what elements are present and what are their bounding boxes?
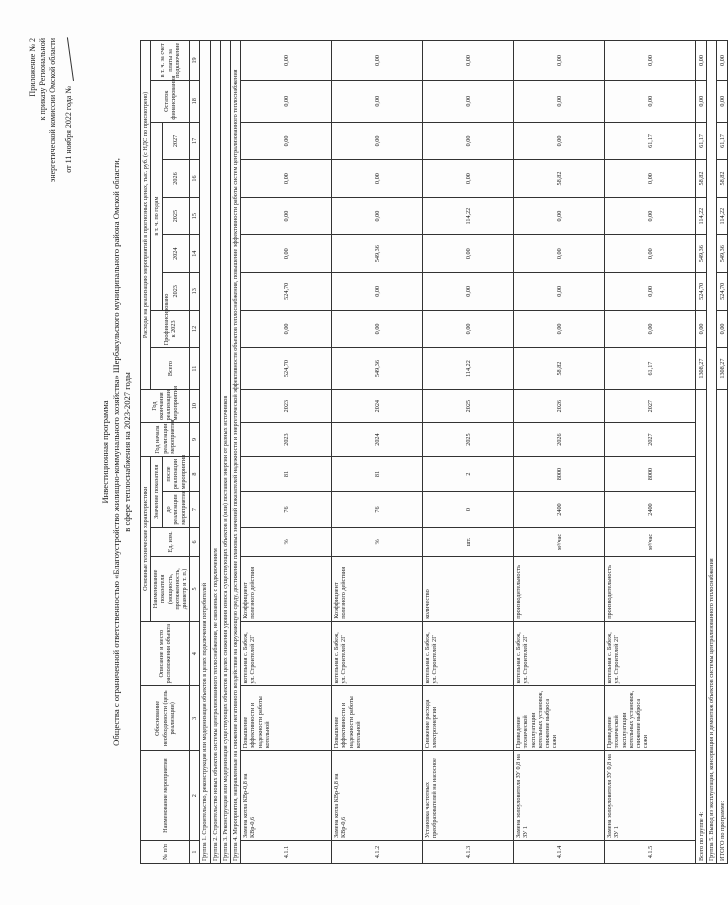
cell-borrowed: 0,00 — [332, 41, 423, 81]
cell-y2023: 0,00 — [332, 273, 423, 311]
header-values-group: Значение показателя — [151, 456, 162, 527]
total-cell: 58,82 — [696, 160, 707, 198]
cell-unit: м³/час — [514, 527, 605, 556]
cell-name: Замена котла КВр-0,8 на КВр-0,6 — [332, 751, 423, 841]
cell-before: 0 — [423, 492, 514, 528]
title-line: Инвестиционная программа — [100, 400, 110, 504]
cell-no: 4.1.3 — [423, 841, 514, 864]
cell-y2027: 0,00 — [241, 122, 332, 160]
group-2-label: Группа 2. Строительство новых объектов системы централизованного теплоснабжения, не связанных с подключением — [210, 41, 220, 864]
cell-y2025: 114,22 — [423, 197, 514, 235]
header-location: Описание и место расположения объекта — [141, 621, 190, 686]
cell-after-period: 0,00 — [514, 80, 605, 122]
cell-y2024: 0,00 — [423, 235, 514, 273]
column-number: 17 — [190, 122, 200, 160]
table-row — [423, 41, 514, 864]
cell-y2026: 58,82 — [514, 160, 605, 198]
header-y2024: 2024 — [162, 235, 190, 273]
column-number: 14 — [190, 235, 200, 273]
column-number: 18 — [190, 80, 200, 122]
cell-y2026: 0,00 — [241, 160, 332, 198]
cell-spent: 0,00 — [605, 310, 696, 348]
cell-borrowed: 0,00 — [514, 41, 605, 81]
group-row — [707, 41, 717, 864]
header-year-start: Год начала реализации мероприятия — [141, 423, 190, 456]
cell-name: Замена котла КВр-0,8 на КВр-0,6 — [241, 751, 332, 841]
column-number: 10 — [190, 389, 200, 422]
column-number: 4 — [190, 621, 200, 686]
group-row — [220, 41, 230, 864]
table-row — [514, 41, 605, 864]
header-after: после реализации мероприятия — [162, 456, 190, 492]
cell-before: 2400 — [514, 492, 605, 528]
cell-unit: м³/час — [605, 527, 696, 556]
header-need: Обоснование необходимости (цель реализации) — [141, 686, 190, 751]
total-cell: 524,70 — [696, 273, 707, 311]
cell-y2026: 0,00 — [605, 160, 696, 198]
cell-after-period: 0,00 — [241, 80, 332, 122]
total-cell: 0,00 — [717, 41, 728, 81]
table-row — [605, 41, 696, 864]
cell-y2024: 0,00 — [241, 235, 332, 273]
cell-after-period: 0,00 — [332, 80, 423, 122]
header-no: № п/п — [141, 841, 190, 864]
header-tech-group: Основные технические характеристики — [141, 456, 151, 621]
cell-total: 549,36 — [332, 348, 423, 390]
total-cell: 61,17 — [696, 122, 707, 160]
cell-before: 76 — [241, 492, 332, 528]
header-by-years: в т. ч. по годам — [151, 122, 162, 310]
program-total-row — [717, 41, 728, 864]
cell-borrowed: 0,00 — [241, 41, 332, 81]
group-row — [210, 41, 220, 864]
cell-after-period: 0,00 — [423, 80, 514, 122]
cell-year-start: 2025 — [423, 423, 514, 456]
cell-before: 76 — [332, 492, 423, 528]
cell-total: 524,70 — [241, 348, 332, 390]
column-number: 15 — [190, 197, 200, 235]
cell-location: котельная с. Бабеж, ул. Строителей 2Г — [605, 621, 696, 686]
total-cell: 524,70 — [717, 273, 728, 311]
cell-indicator: производительность — [605, 557, 696, 622]
cell-total: 61,17 — [605, 348, 696, 390]
cell-y2025: 0,00 — [241, 197, 332, 235]
cell-y2026: 0,00 — [423, 160, 514, 198]
cell-need: Снижение расхода электроэнергии — [423, 686, 514, 751]
header-row — [141, 41, 151, 864]
rows-body — [241, 41, 696, 864]
total-cell: 114,22 — [696, 197, 707, 235]
approval-line: Приложение № 2 — [28, 38, 37, 97]
cell-no: 4.1.1 — [241, 841, 332, 864]
cell-year-end: 2024 — [332, 389, 423, 422]
cell-spent: 0,00 — [423, 310, 514, 348]
total-cell: 549,36 — [717, 235, 728, 273]
cell-need: Приведение технической эксплуатации котельных установок, снижение выброса сажи — [514, 686, 605, 751]
column-number: 11 — [190, 348, 200, 390]
cell-before: 2400 — [605, 492, 696, 528]
cell-no: 4.1.4 — [514, 841, 605, 864]
cell-location: котельная с. Бабеж, ул. Строителей 2Г — [241, 621, 332, 686]
group4-total-label: Всего по группе 4: — [696, 389, 707, 863]
cell-indicator: Коэффициент полезного действия — [332, 557, 423, 622]
cell-y2023: 524,70 — [241, 273, 332, 311]
header-after-period: Остаток финансирования — [151, 80, 190, 122]
total-cell: 1308,27 — [717, 348, 728, 390]
header-year-end: Год окончания реализации мероприятия — [141, 389, 190, 422]
header-spent: Профинансировано к 2023 — [151, 310, 190, 348]
cell-y2024: 549,36 — [332, 235, 423, 273]
cell-no: 4.1.5 — [605, 841, 696, 864]
approval-line: энергетической комиссии Омской области — [48, 38, 57, 183]
cell-y2023: 0,00 — [423, 273, 514, 311]
cell-spent: 0,00 — [241, 310, 332, 348]
total-cell: 61,17 — [717, 122, 728, 160]
cell-after: 2 — [423, 456, 514, 492]
column-number: 5 — [190, 557, 200, 622]
total-cell: 549,36 — [696, 235, 707, 273]
cell-y2024: 0,00 — [514, 235, 605, 273]
cell-indicator: Коэффициент полезного действия — [241, 557, 332, 622]
group-row — [231, 41, 241, 864]
column-number: 19 — [190, 41, 200, 81]
cell-y2027: 0,00 — [514, 122, 605, 160]
cell-need: Повышение эффективности и надежности работы котельной — [241, 686, 332, 751]
cell-indicator: количество — [423, 557, 514, 622]
column-numbers-row — [190, 41, 200, 864]
cell-total: 114,22 — [423, 348, 514, 390]
total-cell: 0,00 — [696, 80, 707, 122]
header-y2027: 2027 — [162, 122, 190, 160]
rotated-sheet — [20, 32, 726, 872]
cell-unit: % — [332, 527, 423, 556]
cell-no: 4.1.2 — [332, 841, 423, 864]
table-row — [241, 41, 332, 864]
cell-y2026: 0,00 — [332, 160, 423, 198]
total-cell: 0,00 — [696, 41, 707, 81]
header-indicator: Наименование показателя (мощность, протяженность, диаметр и т. п.) — [151, 557, 190, 622]
cell-year-start: 2023 — [241, 423, 332, 456]
document-title — [100, 92, 133, 812]
cell-year-start: 2024 — [332, 423, 423, 456]
cell-total: 58,82 — [514, 348, 605, 390]
column-number: 8 — [190, 456, 200, 492]
column-number: 7 — [190, 492, 200, 528]
cell-unit: шт. — [423, 527, 514, 556]
group-5-label: Группа 5. Вывод из эксплуатации, консервация и демонтаж объектов системы централизованного теплоснабжения — [707, 41, 717, 864]
cell-y2027: 0,00 — [332, 122, 423, 160]
cell-y2027: 61,17 — [605, 122, 696, 160]
cell-year-start: 2027 — [605, 423, 696, 456]
cell-after: 81 — [332, 456, 423, 492]
column-number: 9 — [190, 423, 200, 456]
total-cell: 0,00 — [717, 310, 728, 348]
cell-after: 8000 — [605, 456, 696, 492]
signature — [55, 37, 74, 82]
group-row — [200, 41, 210, 864]
cell-location: котельная с. Бабеж, ул. Строителей 2Г — [423, 621, 514, 686]
group-3-label: Группа 3. Реконструкция или модернизация существующих объектов в целях снижения уровня износа существующих объектов и (или) поставки энергии от разных источников — [220, 41, 230, 864]
title-line: Общества с ограниченной ответственностью «Благоустройство жилищно-коммунального хозяйства» Шербакульского муниципального района Омской области, — [111, 158, 121, 746]
cell-y2027: 0,00 — [423, 122, 514, 160]
cell-name: Замена золоуловителя ЗУ 0,8 на ЗУ 1 — [605, 751, 696, 841]
cell-y2025: 0,00 — [332, 197, 423, 235]
total-cell: 114,22 — [717, 197, 728, 235]
column-number: 6 — [190, 527, 200, 556]
header-total: Всего — [151, 348, 190, 390]
cell-year-end: 2025 — [423, 389, 514, 422]
cell-year-start: 2026 — [514, 423, 605, 456]
header-y2026: 2026 — [162, 160, 190, 198]
column-number: 1 — [190, 841, 200, 864]
header-cost-group: Расходы на реализацию мероприятий в прогнозных ценах, тыс. руб. (с НДС по присмотрено) — [141, 41, 151, 390]
cell-location: котельная с. Бабеж, ул. Строителей 2Г — [332, 621, 423, 686]
cell-borrowed: 0,00 — [605, 41, 696, 81]
column-number: 2 — [190, 751, 200, 841]
cell-need: Повышение эффективности и надежности работы котельной — [332, 686, 423, 751]
cell-year-end: 2023 — [241, 389, 332, 422]
column-number: 12 — [190, 310, 200, 348]
header-y2023: 2023 — [162, 273, 190, 311]
cell-borrowed: 0,00 — [423, 41, 514, 81]
column-number: 3 — [190, 686, 200, 751]
cell-name: Замена золоуловителя ЗУ 0,8 на ЗУ 1 — [514, 751, 605, 841]
approval-line: к приказу Региональной — [38, 38, 47, 121]
cell-year-end: 2026 — [514, 389, 605, 422]
header-y2025: 2025 — [162, 197, 190, 235]
cell-after: 8000 — [514, 456, 605, 492]
group4-total-row — [696, 41, 707, 864]
cell-year-end: 2027 — [605, 389, 696, 422]
total-cell: 0,00 — [696, 310, 707, 348]
cell-unit: % — [241, 527, 332, 556]
header-before: до реализации мероприятия — [162, 492, 190, 528]
total-cell: 58,82 — [717, 160, 728, 198]
cell-y2023: 0,00 — [605, 273, 696, 311]
table-row — [332, 41, 423, 864]
total-cell: 0,00 — [717, 80, 728, 122]
header-name: Наименование мероприятия — [141, 751, 190, 841]
total-cell: 1308,27 — [696, 348, 707, 390]
approval-stamp — [28, 38, 74, 268]
header-borrowed: в т. ч. за счет платы за подключение — [151, 41, 190, 81]
cell-y2023: 0,00 — [514, 273, 605, 311]
cell-after-period: 0,00 — [605, 80, 696, 122]
cell-spent: 0,00 — [514, 310, 605, 348]
column-number: 16 — [190, 160, 200, 198]
cell-spent: 0,00 — [332, 310, 423, 348]
approval-line: от 11 ноября 2022 года № — [58, 38, 74, 268]
column-number: 13 — [190, 273, 200, 311]
cell-y2025: 0,00 — [605, 197, 696, 235]
cell-need: Приведение технической эксплуатации котельных установок, снижение выброса сажи — [605, 686, 696, 751]
investment-table — [140, 40, 728, 864]
cell-name: Установка частотных преобразователей на насосное — [423, 751, 514, 841]
group-1-label: Группа 1. Строительство, реконструкция или модернизация объектов в целях подключения потребителей — [200, 41, 210, 864]
title-line: в сфере теплоснабжения на 2023-2027 годы — [122, 372, 132, 532]
cell-location: котельная с. Бабеж, ул. Строителей 2Г — [514, 621, 605, 686]
group-4-label: Группа 4. Мероприятия, направленные на снижение негативного воздействия на окружающую среду, достижение плановых значений показателей надежности и энергетической эффективности объектов теплоснабжения, повышение эффективности работы систем централизованного теплоснабжения — [231, 41, 241, 864]
cell-y2024: 0,00 — [605, 235, 696, 273]
cell-y2025: 0,00 — [514, 197, 605, 235]
program-total-label: ИТОГО по программе: — [717, 389, 728, 863]
cell-indicator: производительность — [514, 557, 605, 622]
cell-after: 81 — [241, 456, 332, 492]
header-unit: Ед. изм. — [151, 527, 190, 556]
